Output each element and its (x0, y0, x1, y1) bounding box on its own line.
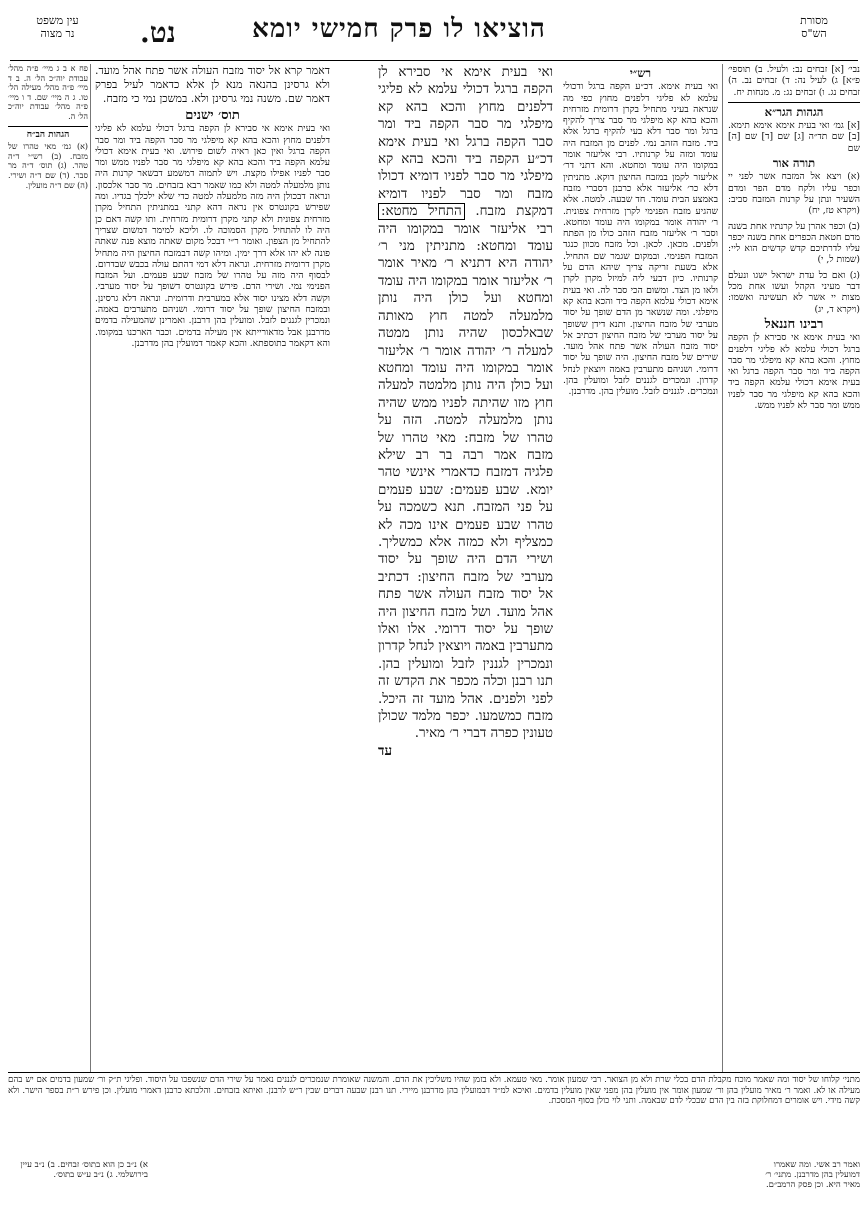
masoret-label-line1: מסורת (800, 14, 828, 27)
ein-mishpat-text: פח א ב ג מיי׳ פ״ה מהל׳ עבודת יוה״כ הל׳ ה. ב ד מיי׳ פ״ה מהל׳ מעילה הל׳ טו. ג ה מיי׳ שם. ד ו מיי׳ פ״ה מהל׳ עבודת יוה״כ הל׳ ה. (8, 64, 88, 121)
hagahot-habach-title: הגהות הב״ח (26, 129, 70, 140)
torah-or-title: תורה אור (772, 156, 816, 171)
boxed-dibbur-hamatchil: התחיל מחטא: (378, 203, 465, 220)
bottom-left-notes: א) נ״ב כן הוא בתוס׳ זבחים. ב) נ״ב עיין בירושלמי. ג) נ״ב ע״ש בתוס׳. (20, 1160, 148, 1180)
rabbeinu-chananel-title: רבינו חננאל (764, 316, 824, 332)
masoret-label-line2: הש"ס (801, 27, 827, 40)
column-separator (722, 64, 723, 1072)
gemara-column (378, 64, 553, 1072)
tosfot-text: ואי בעית אימא אי סבירא לן הקפה ברגל דכולי עלמא לא פליגי דלפנים מחוץ והכא בהא קא מיפלגי מר סבר הקפה ביד ומר סבר הקפה ברגל ואין כאן ראיה לשום פירוש. ואי בעית אימא דכולי עלמא הקפה ביד והכא בהא קא מיפלגי מר סבר לפניו ממש ומר סבר לפניו אפילו מקצת. ויש לתמוה דמשמע דבשאר קרנות היה נותן מלמעלה למטה ולא כמו שאמר רבא בזבחים. מר סבר אלכסון. ונראה דבכולן היה מזה מלמעלה למטה כדי שלא ילכלך בגדיו. ומה שפירש בקונטרס אין נראה דהא קתני במתניתין התחיל מקרן מזרחית צפונית ולא קתני מקרן דרומית מזרחית. ותו קשה דאם כן היה לו להתחיל מקרן הסמוכה לו. וליכא למימר דמשום שצריך להתחיל מן הצפון. ואומר ר״י דבכל מקום שאתה מוצא פנה שאתה פונה לא יהו אלא דרך ימין. ומיהו קשה דבמזבח החיצון היה מתחיל מקרן דרומית מזרחית. ונראה דלא דמי דהתם עולה בכבש שבדרום. לבסוף היה מזה על טהרו של מזבח שבע פעמים. ועל המזבח הפנימי נמי. ושירי הדם. פירש בקונטרס דשופך על יסוד מערבי. וקשה דלא מצינו יסוד אלא במערבית ודרומית. ונראה דלא גרסינן. ובמזבח החיצון שופך על יסוד דרומי. ושניהם מתערבים באמה. ונמכרין לגננים לזבל. ומועלין בהן דרבנן. ואמרינן שהמעילה בדמים מדרבנן אבל מדאורייתא אין מעילה בדמים. וכבר הארכנו במקומו. והא דקאמר בתוספתא. והכא קאמר דמועלין בהן מדרבנן. (95, 123, 330, 349)
gemara-main: רבי אליעזר אומר במקומו היה עומד ומחטא: מתניתין מני ר׳ יהודה היא דתניא ר׳ מאיר אומר ר׳ אליעזר אומר במקומו היה עומד ומחטא ועל כולן היה נותן מלמעלה למטה חוץ מאותה שבאלכסון שהיה נותן ממטה למעלה ר׳ יהודה אומר ר׳ אליעזר אומר במקומו היה עומד ומחטא ועל כולן היה נותן מלמטה למעלה חוץ מזו שהיתה לפניו ממש שהיה נותן מלמעלה למטה. הזה על טהרו של מזבח: מאי טהרו של מזבח אמר רבה בר רב שילא פלגיה דמזבח כדאמרי אינשי טהר יומא. שבע פעמים: שבע פעמים על פני המזבח. תנא כשמכה על טהרו שבע פעמים אינו מכה לא כמצליף ולא כמזה אלא כמשליך. ושירי הדם היה שופך על יסוד מערבי של מזבח החיצון: דכתיב אל יסוד מזבח העולה אשר פתח אהל מועד. ושל מזבח החיצון היה שופך על יסוד דרומי. אלו ואלו מתערבין באמה ויוצאין לנחל קדרון ונמכרין לגננין לזבל ומועלין בהן. תנו רבנן וכלה מכפר את הקדש זה לפני ולפנים. אהל מועד זה היכל. מזבח כמשמעו. יכפר מלמד שכולן טעונין כפרה דברי ר׳ מאיר. (378, 221, 553, 742)
rashi-column (563, 64, 718, 1072)
torah-verse-3: (ג) ואם כל עדת ישראל ישגו ונעלם דבר מעיני הקהל ועשו אחת מכל מצות יי אשר לא תעשינה ואשמו: (ויקרא ד, יג) (728, 269, 860, 315)
bottom-commentary: מתני׳ קלוחו של יסוד ומה שאמר מוכח מקבלת הדם בכלי שרת ולא מן הצואר. רבי שמעון אומר. מאי טעמא. ולא בזמן שהיו משליכין את הדם. והמשנה שאומרת שנמכרים לגננים נאמר על שירי הדם שנשפכו על היסוד. ופליגי ת״ק ור׳ שמעון בדמים אם יש בהם מעילה או לא. ואמר ר׳ מאיר מועלין בהן ור׳ שמעון אומר אין מועלין בהן מפני שאין מועלין בדמים. ואיכא למ״ד דבמועלין בהן מדרבנן מיירי. תנו רבנן שבעה דברים שבין ר״ש לרבנן. ואיתא בזבחים. והלכתא כרבנן דאמרי מועלין. וכן פירש ר״ת בספר הישר. ולא קשה מידי. ויש אומרים דמחלוקת בזה בין הדם שבכלי לדם שבאמה. ותני לוי כולן בסוף המסכת. (8, 1075, 860, 1107)
chapter-title: הוציאו לו פרק חמישי יומא (252, 14, 546, 44)
column-separator-left (90, 64, 91, 1072)
ein-mishpat-label (10, 14, 105, 40)
header-rule (10, 60, 858, 61)
gemara-text (378, 64, 553, 760)
hagahot-title: הגהות הגר״א (764, 104, 824, 119)
gemara-opening: ואי בעית אימא אי סבירא לן הקפה ברגל דכולי עלמא לא פליגי דלפנים מחוץ והכא בהא קא מיפלגי מר סבר הקפה ביד ומר סבר הקפה ברגל ואי בעית אימא דכ״ע הקפה ביד והכא בהא קא מיפלגי מר סבר לפניו דומיא דכולו מזבח ומר סבר לפניו דומיא דמקצת מזבח. (378, 65, 553, 220)
ein-mishpat-line2: נר מצוה (40, 27, 75, 40)
page-title (160, 14, 638, 44)
hagahot-text: [א] גמ׳ ואי בעית אימא אימא תימא. [ב] שם תד״ה [ג] שם [ד] שם [ה] שם (728, 120, 860, 154)
masoret-label (770, 14, 858, 40)
daf-number: נט. (140, 16, 176, 49)
rabbeinu-chananel-text: ואי בעית אימא אי סבירא לן הקפה ברגל דכולי עלמא לא פליגי דלפנים מחוץ. והכא בהא קא מיפלגי מר סבר הקפה ביד ומר סבר הקפה ברגל ואי בעית אימא דכולי עלמא הקפה ביד והכא בהא קא מיפלגי מר סבר לפניו ממש ומר סבר לא לפניו ממש. (728, 332, 860, 412)
torah-verse-1: (א) ויצא אל המזבח אשר לפני יי וכפר עליו ולקח מדם הפר ומדם השעיר ונתן על קרנות המזבח סביב: (ויקרא טז, יח) (728, 171, 860, 217)
gemara-catchword: עד (378, 742, 393, 759)
masoret-text: נבי׳ [א] זבחים נב: ולעיל. ב) תוספי׳ פ״א] ג) לעיל נה: ד) זבחים נב. ה) זבחים נג. ו) זבחים נג: מ. מנחות יח. (728, 64, 860, 98)
page-header (10, 14, 858, 62)
tosfot-header-text: דאמר קרא אל יסוד מזבח העולה אשר פתח אהל מועד. ולא גרסינן בהנאה מנא לן אלא כדאמר לעיל בפרק דאמר שם. משנה נמי גרסינן ולא. במשכן נמי כי מזבח. (95, 64, 330, 105)
rashi-text: ואי בעית אימא. דכ״ע הקפה ברגל ודכולי עלמא לא פליגי דלפנים מחוץ כפי מה שנראה בעיני מתחיל בקרן דרומית מזרחית והכא בהא קא מיפלגי מר סבר צריך להקיף ברגל ומר סבר דלא בעי להקיף ברגל אלא ביד. מזבח הזהב נמי. לפנים מן המזבח היה עומד ומזה על קרנותיו. רבי אליעזר אומר במקומו היה עומד ומחטא. והא דתני דר׳ אליעזר לקמן במזבח החיצון דוקא. מתניתין דלא כר׳ אליעזר אלא כרבנן דסברי מזבח באמצע הבית עומד. חד שבעה. למטה. אלא שהגיע מזבח הפנימי לקרן מזרחית צפונית. ר׳ יהודה אומר במקומו היה עומד ומחטא. וסבר ר׳ אליעזר מזבח הזהב כולו מן הפתח ולפנים. מכאן. לכאן. וכל מזבח מכוון כנגד המזבח הפנימי. ובמקום שגמר שם התחיל. אלא בשעת זריקה צריך שיהא הדם על קרנותיו. כיון דבעי ליה למיזל מקרן לקרן ולאו מן הצד. ומשום הכי סבר לה. ואי בעית אימא דכולי עלמא הקפה ביד והכא בהא קא מיפלגי. ומה שנשאר מן הדם שופך על יסוד מערבי של מזבח החיצון. ותנא דידן ששופך על יסוד מערבי של מזבח החיצון דכתיב אל יסוד מזבח העולה אשר פתח אהל מועד. שירים של מזבח החיצון. היה שופך על יסוד דרומי. ושניהם מתערבין באמה ויוצאין לנחל קדרון. ונמכרים לגננים לזבל ומועלין בהן. ונמכרים. לגננים לזבל. מועלין בהן. מדרבנן. (563, 81, 718, 398)
divider (8, 126, 88, 127)
tosfot-column (95, 64, 330, 1072)
tosfot-title: תוס׳ ישנים (185, 108, 240, 123)
hagahot-habach-text: (א) גמ׳ מאי טהרו של מזבח. (ב) רש״י ד״ה טהר. (ג) תוס׳ ד״ה מר סבר. (ד) שם ד״ה ושירי. (ה) שם ד״ה מועלין. (8, 142, 88, 190)
ein-mishpat-line1: עין משפט (36, 14, 79, 27)
left-margin-column (8, 64, 88, 1072)
bottom-right-notes: ואמר רב אשי. ומה שאמרו דמועלין בהן מדרבנן. מתני׳ ר׳ מאיר היא. וכן פסק הרמב״ם. (765, 1160, 860, 1190)
torah-verse-2: (ב) וכפר אהרן על קרנתיו אחת בשנה מדם חטאת הכפרים אחת בשנה יכפר עליו לדרתיכם קדש קדשים הוא ליי: (שמות ל, י) (728, 220, 860, 266)
divider (728, 102, 860, 103)
right-margin-column (728, 64, 860, 1072)
rashi-title: רש״י (629, 66, 652, 80)
bottom-rule (8, 1072, 860, 1073)
